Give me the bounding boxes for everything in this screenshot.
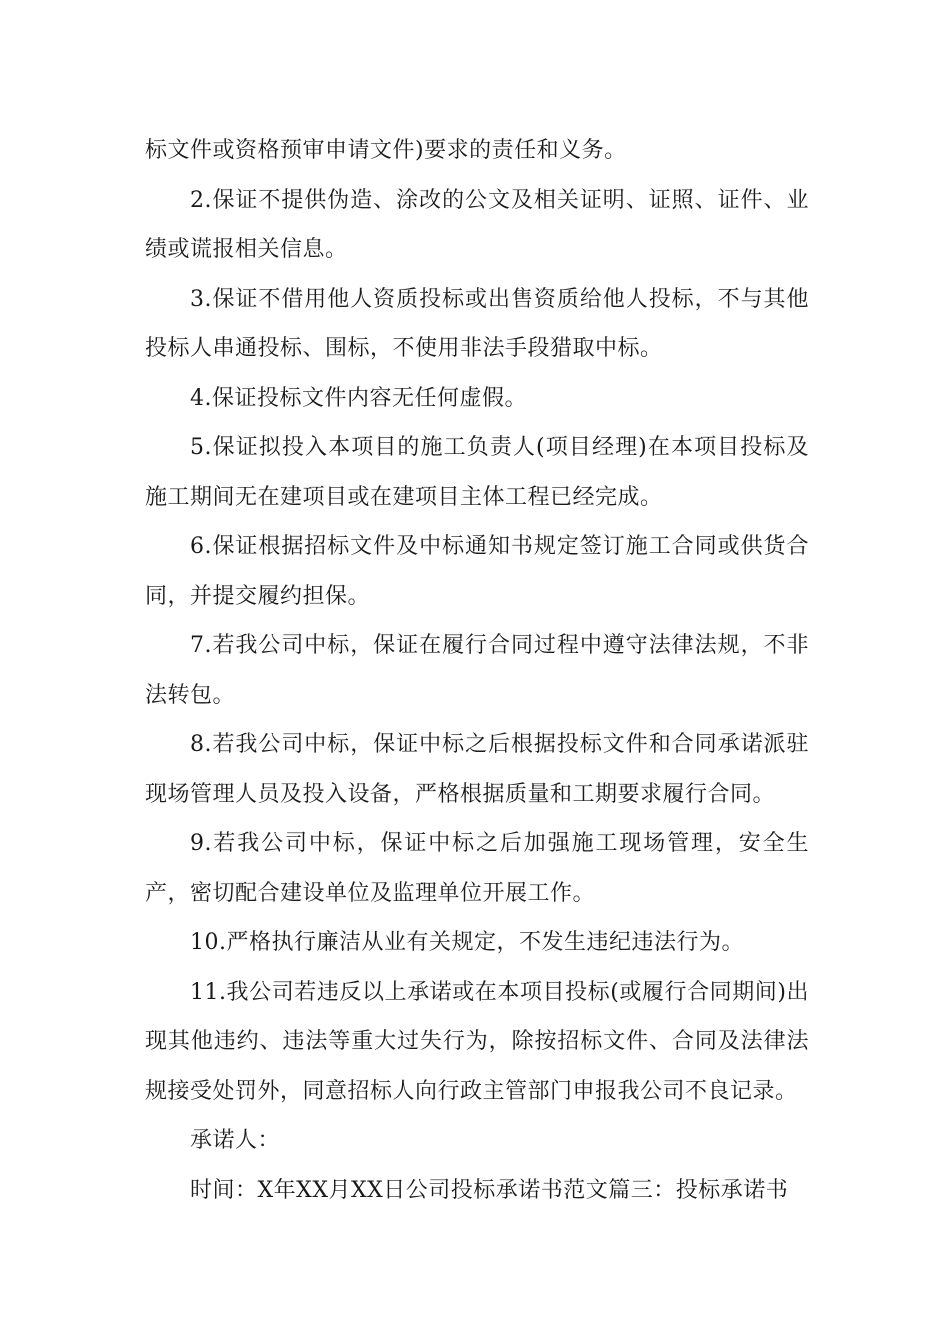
paragraph-item-11: 11.我公司若违反以上承诺或在本项目投标(或履行合同期间)出现其他违约、违法等重大过失行为，除按招标文件、合同及法律法规接受处罚外，同意招标人向行政主管部门申报我公司不良记录。 xyxy=(145,979,809,1104)
paragraph-item-2: 2.保证不提供伪造、涂改的公文及相关证明、证照、证件、业绩或谎报相关信息。 xyxy=(145,187,809,262)
paragraph-item-3: 3.保证不借用他人资质投标或出售资质给他人投标，不与其他投标人串通投标、围标，不使用非法手段猎取中标。 xyxy=(145,286,809,361)
paragraph-item-9: 9.若我公司中标，保证中标之后加强施工现场管理，安全生产，密切配合建设单位及监理单位开展工作。 xyxy=(145,831,809,906)
paragraph-item-7: 7.若我公司中标，保证在履行合同过程中遵守法律法规，不非法转包。 xyxy=(145,633,809,708)
paragraph-item-6: 6.保证根据招标文件及中标通知书规定签订施工合同或供货合同，并提交履约担保。 xyxy=(145,534,809,609)
signatory-line: 承诺人： xyxy=(190,1128,281,1153)
paragraph-item-8: 8.若我公司中标，保证中标之后根据投标文件和合同承诺派驻现场管理人员及投入设备，严格根据质量和工期要求履行合同。 xyxy=(145,732,809,807)
date-line: 时间：X年XX月XX日公司投标承诺书范文篇三：投标承诺书 xyxy=(190,1177,789,1203)
document-body xyxy=(145,126,809,1215)
paragraph-continuation: 标文件或资格预审申请文件)要求的责任和义务。 xyxy=(145,138,627,163)
paragraph-item-10: 10.严格执行廉洁从业有关规定，不发生违纪违法行为。 xyxy=(190,930,744,955)
paragraph-item-4: 4.保证投标文件内容无任何虚假。 xyxy=(190,385,527,411)
paragraph-item-5: 5.保证拟投入本项目的施工负责人(项目经理)在本项目投标及施工期间无在建项目或在建项目主体工程已经完成。 xyxy=(145,435,809,510)
